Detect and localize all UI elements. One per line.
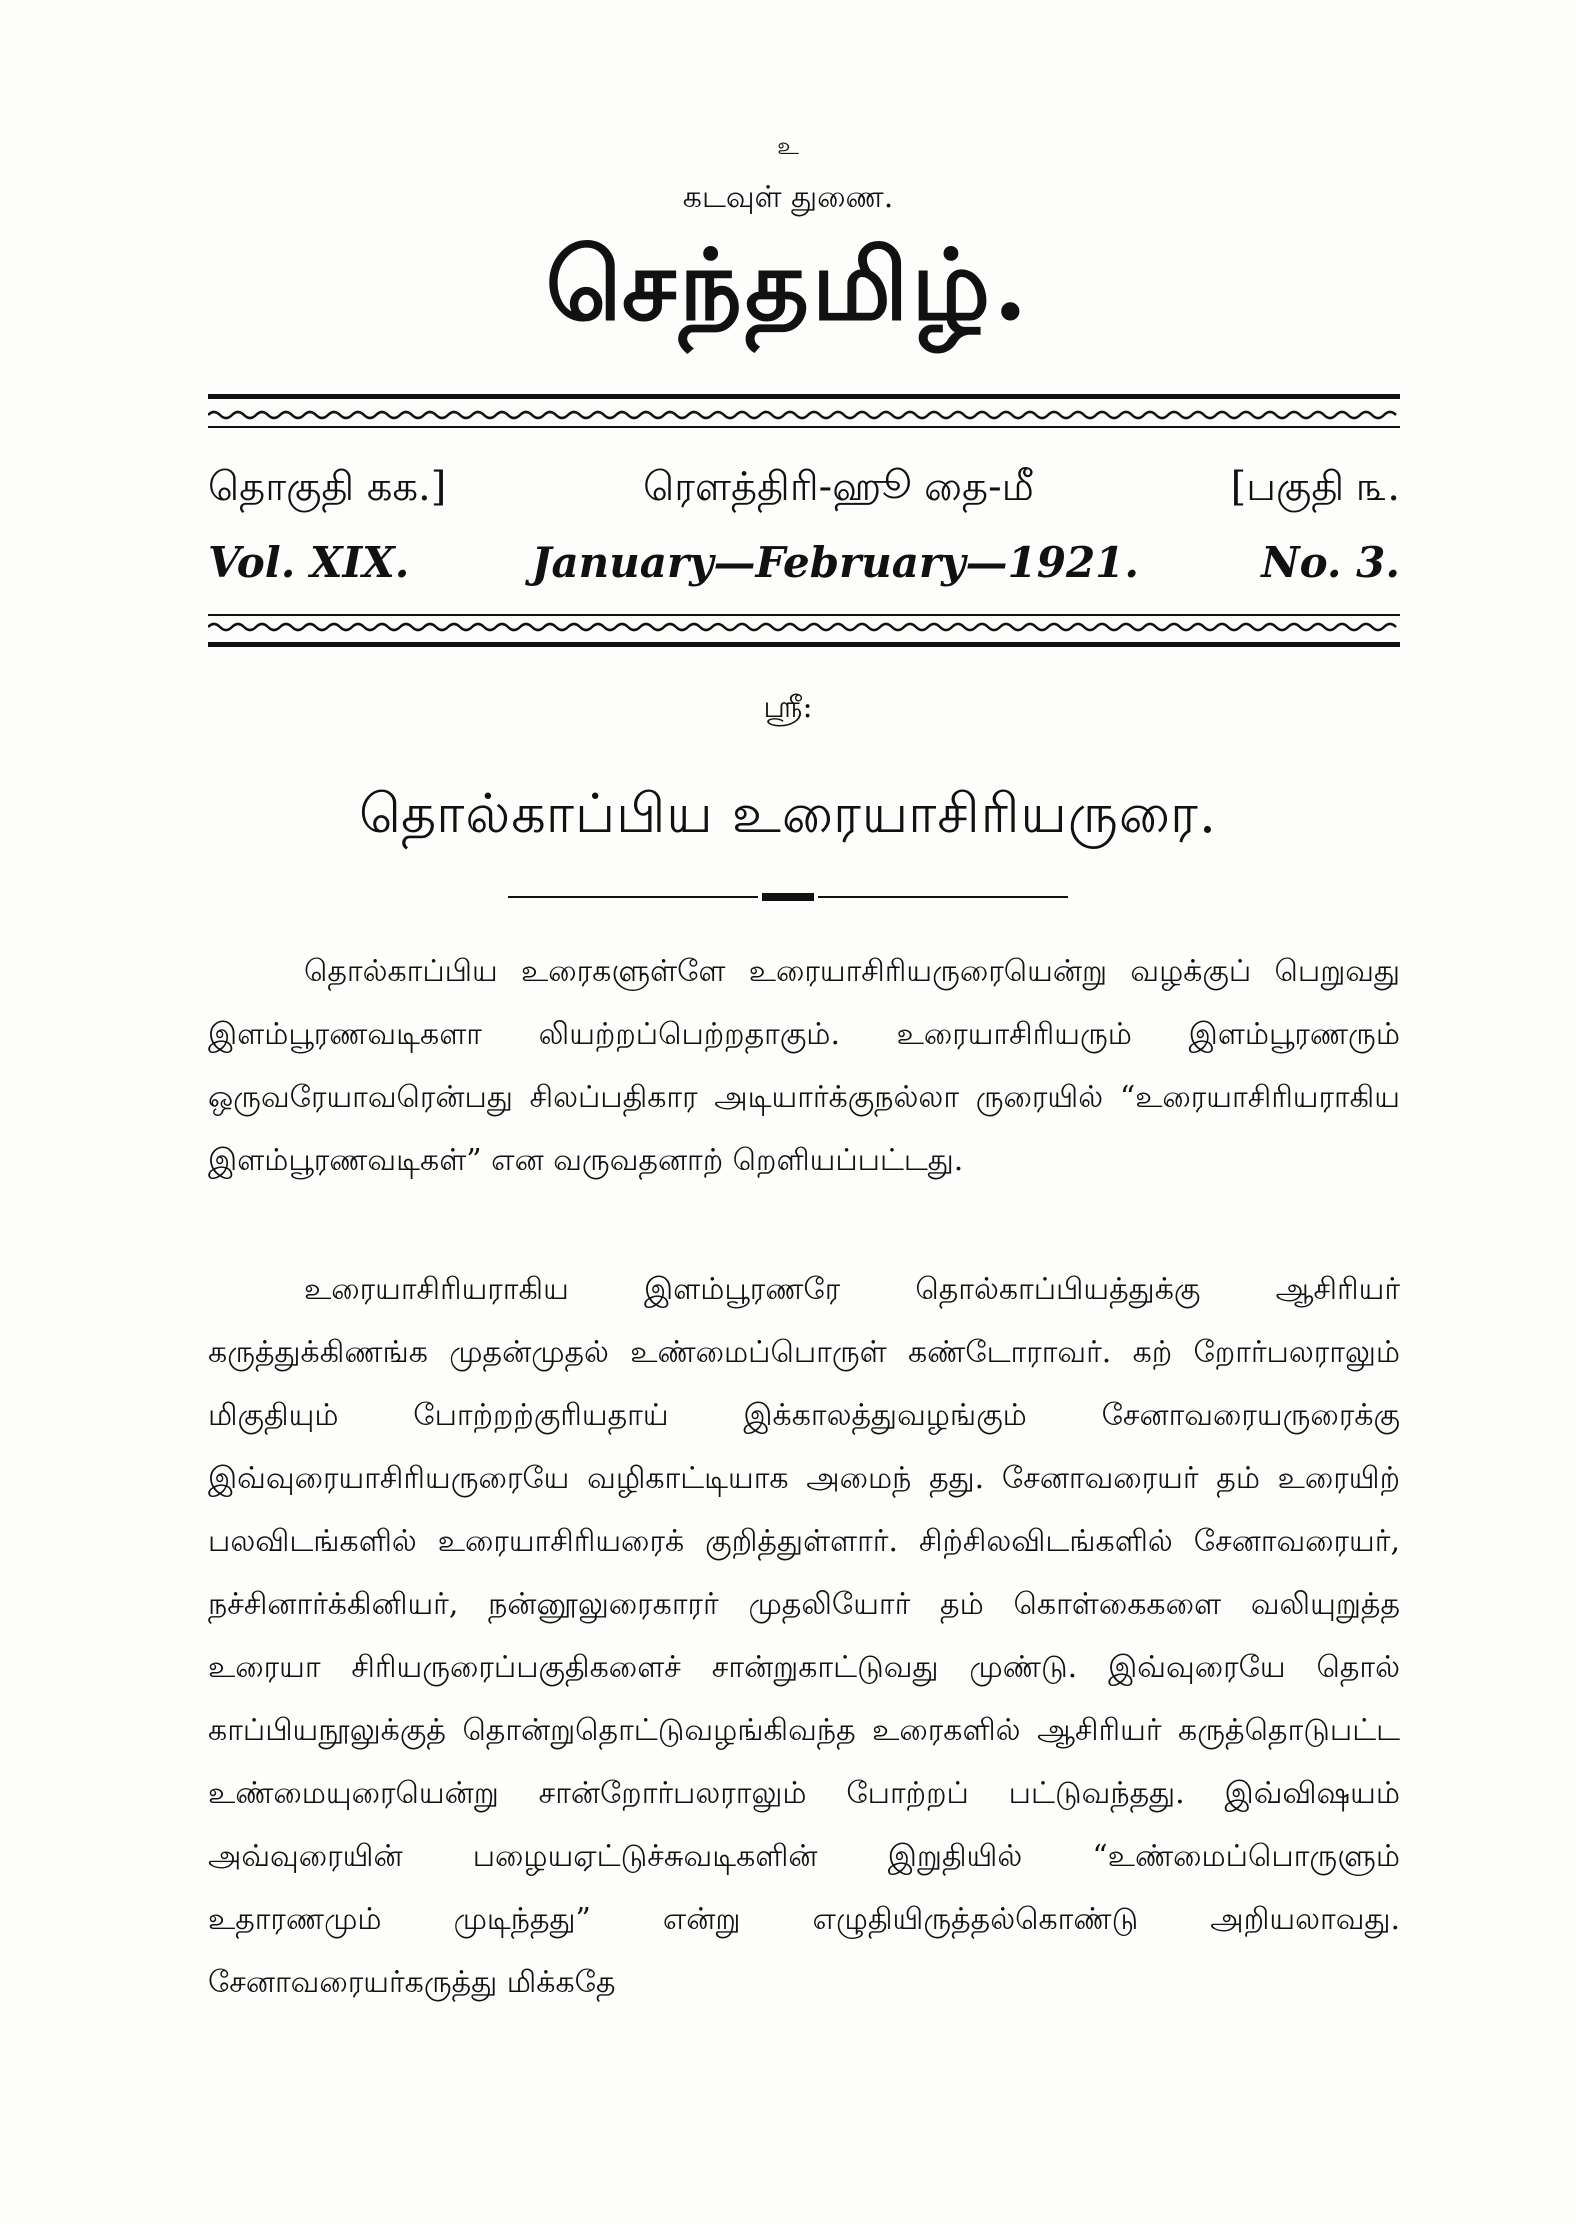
english-issue-line	[208, 538, 1400, 587]
top-rule	[208, 394, 1400, 399]
tamil-volume: தொகுதி கக.]	[208, 464, 447, 510]
title-ornament	[508, 890, 1068, 904]
section-marker: ஶ்ரீ:	[763, 690, 813, 725]
bottom-rule-thin	[208, 614, 1400, 616]
invocation: கடவுள் துணை.	[682, 180, 894, 215]
tamil-issue-line	[208, 464, 1400, 515]
paragraph-1-text: தொல்காப்பிய உரைகளுள்ளே உரையாசிரியருரையென்று வழக்குப் பெறுவது இளம்பூரணவடிகளா லியற்றப்பெற்றதாகும். உரையாசிரியரும் இளம்பூரணரும் ஒருவரேயாவரென்பது சிலப்பதிகார அடியார்க்குநல்லா ருரையில் “உரையாசிரியராகிய இளம்பூரணவடிகள்” என வருவதனாற் றெளியப்பட்டது.	[208, 954, 1400, 1178]
english-volume: Vol. XIX.	[208, 538, 410, 587]
article-title: தொல்காப்பிய உரையாசிரியருரை.	[358, 782, 1218, 845]
tamil-date: ரௌத்திரி-ஹூ தை-மீ	[643, 464, 1034, 510]
bottom-rule	[208, 642, 1400, 647]
top-rule-thin	[208, 426, 1400, 428]
tamil-number: [பகுதி ௩.	[1230, 464, 1400, 510]
paragraph-2-text: உரையாசிரியராகிய இளம்பூரணரே தொல்காப்பியத்துக்கு ஆசிரியர் கருத்துக்கிணங்க முதன்முதல் உண்மைப்பொருள் கண்டோராவர். கற் றோர்பலராலும் மிகுதியும் போற்றற்குரியதாய் இக்காலத்துவழங்கும் சேனாவரையருரைக்கு இவ்வுரையாசிரியருரையே வழிகாட்டியாக அமைந் தது. சேனாவரையர் தம் உரையிற் பலவிடங்களில் உரையாசிரியரைக் குறித்துள்ளார். சிற்சிலவிடங்களில் சேனாவரையர், நச்சினார்க்கினியர், நன்னூலுரைகாரர் முதலியோர் தம் கொள்கைகளை வலியுறுத்த உரையா சிரியருரைப்பகுதிகளைச் சான்றுகாட்டுவது முண்டு. இவ்வுரையே தொல் காப்பியநூலுக்குத் தொன்றுதொட்டுவழங்கிவந்த உரைகளில் ஆசிரியர் கருத்தொடுபட்ட உண்மையுரையென்று சான்றோர்பலராலும் போற்றப் பட்டுவந்தது. இவ்விஷயம் அவ்வுரையின் பழையஏட்டுச்சுவடிகளின் இறுதியில் “உண்மைப்பொருளும் உதாரணமும் முடிந்தது” என்று எழுதியிருத்தல்கொண்டு அறியலாவது. சேனாவரையர்கருத்து மிக்கதே	[208, 1272, 1400, 2000]
paragraph-1	[208, 940, 1400, 1192]
paragraph-2	[208, 1258, 1400, 2014]
top-glyph: உ	[777, 132, 799, 160]
english-date: January—February—1921.	[531, 538, 1140, 587]
wavy-rule-top	[208, 408, 1400, 422]
english-number: No. 3.	[1261, 538, 1400, 587]
journal-title: செந்தமிழ்.	[545, 228, 1031, 343]
wavy-rule-bottom	[208, 620, 1400, 634]
